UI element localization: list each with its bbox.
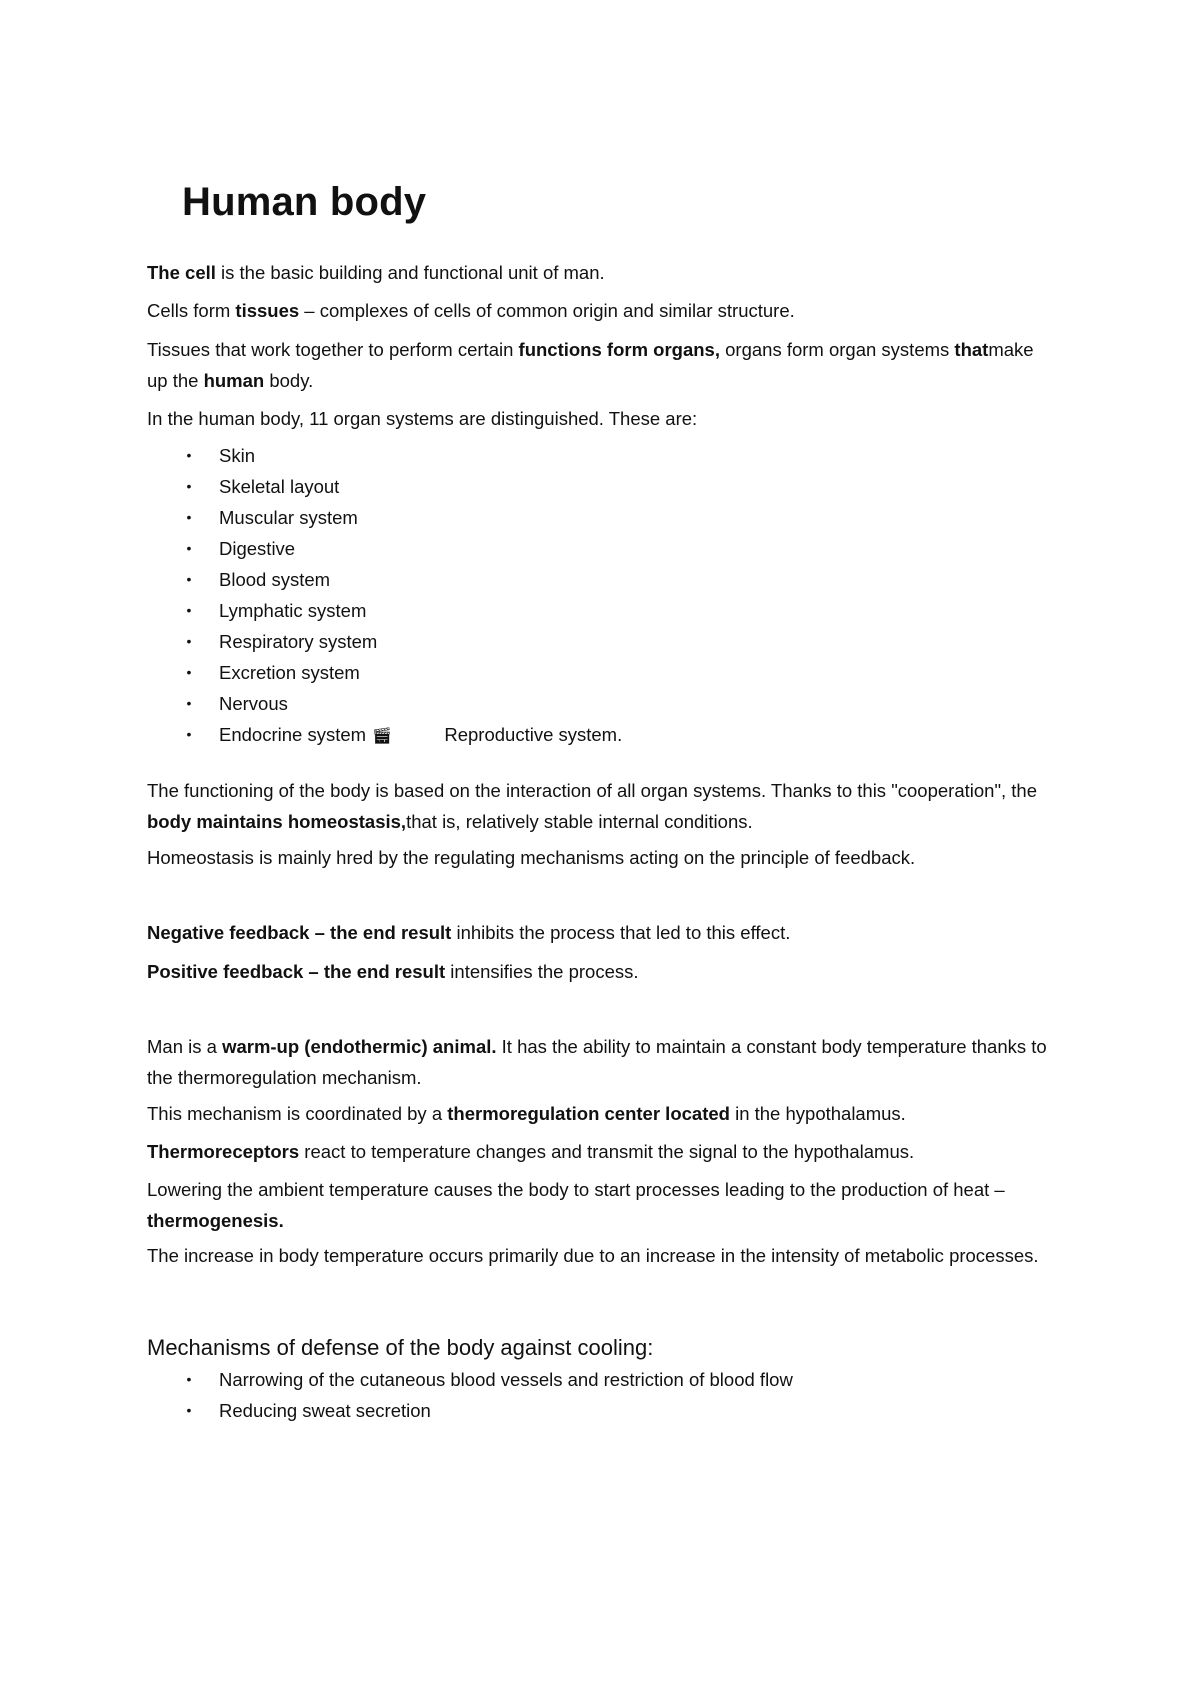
bold-text: body maintains homeostasis, bbox=[147, 811, 407, 832]
text: body. bbox=[264, 370, 314, 391]
text: in the hypothalamus. bbox=[729, 1103, 906, 1124]
paragraph-feedback-intro bbox=[147, 842, 1067, 873]
paragraph-homeostasis bbox=[147, 775, 1047, 837]
paragraph-thermogenesis bbox=[147, 1174, 1047, 1236]
text: The functioning of the body is based on the interaction of all organ systems. Thanks to this "cooperation", the bbox=[147, 780, 1038, 801]
list-item bbox=[147, 502, 622, 533]
bullet-icon: • bbox=[186, 509, 192, 525]
list-item-text: Excretion system bbox=[219, 662, 360, 683]
bold-text: The cell bbox=[147, 262, 216, 283]
defense-list bbox=[147, 1364, 793, 1426]
text: It has the ability to maintain a constant body temperature thanks to the thermoregulation mechanism. bbox=[147, 1036, 1047, 1088]
clapper-icon: 🎬︎ bbox=[372, 728, 393, 745]
list-item-text: Skin bbox=[219, 445, 255, 466]
text: Man is a bbox=[147, 1036, 223, 1057]
paragraph-organ-systems-intro bbox=[147, 403, 1067, 434]
list-item bbox=[147, 1395, 793, 1426]
list-item-text: Muscular system bbox=[219, 507, 358, 528]
bullet-icon: • bbox=[186, 1402, 192, 1418]
bold-text: thermogenesis. bbox=[147, 1210, 284, 1231]
text: Homeostasis is mainly hred by the regulating mechanisms acting on the principle of feedback. bbox=[147, 847, 916, 868]
list-item bbox=[147, 626, 622, 657]
list-item bbox=[147, 440, 622, 471]
list-item bbox=[147, 688, 622, 719]
bold-text: thermoregulation center located bbox=[447, 1103, 730, 1124]
text: Tissues that work together to perform certain bbox=[147, 339, 519, 360]
list-item bbox=[147, 564, 622, 595]
text: The increase in body temperature occurs primarily due to an increase in the intensity of metabolic processes. bbox=[147, 1245, 1039, 1266]
list-item-text: Nervous bbox=[219, 693, 288, 714]
bullet-icon: • bbox=[186, 1371, 192, 1387]
list-item bbox=[147, 657, 622, 688]
list-item bbox=[147, 471, 622, 502]
list-item-text: Blood system bbox=[219, 569, 331, 590]
text: – complexes of cells of common origin and similar structure. bbox=[299, 300, 795, 321]
bullet-icon: • bbox=[186, 602, 192, 618]
list-item-text: Endocrine system bbox=[219, 724, 367, 745]
text: inhibits the process that led to this effect. bbox=[451, 922, 791, 943]
bold-text: human bbox=[203, 370, 265, 391]
list-item-text: Respiratory system bbox=[219, 631, 378, 652]
text: react to temperature changes and transmit the signal to the hypothalamus. bbox=[299, 1141, 915, 1162]
paragraph-endothermic bbox=[147, 1031, 1067, 1093]
list-item-text: Narrowing of the cutaneous blood vessels and restriction of blood flow bbox=[219, 1369, 793, 1390]
bold-text: Negative feedback – the end result bbox=[147, 922, 452, 943]
bullet-icon: • bbox=[186, 664, 192, 680]
text: This mechanism is coordinated by a bbox=[147, 1103, 448, 1124]
paragraph-thermoreceptors bbox=[147, 1136, 1067, 1167]
section-heading: Mechanisms of defense of the body against cooling: bbox=[147, 1335, 654, 1360]
bullet-icon: • bbox=[186, 695, 192, 711]
organ-systems-list bbox=[147, 440, 622, 750]
list-item-text: Lymphatic system bbox=[219, 600, 367, 621]
bold-text: functions form organs, bbox=[518, 339, 720, 360]
bold-text: Positive feedback – the end result bbox=[147, 961, 446, 982]
text: Lowering the ambient temperature causes the body to start processes leading to the production of heat – bbox=[147, 1179, 1005, 1200]
list-item-text: Digestive bbox=[219, 538, 296, 559]
paragraph-thermoregulation-center bbox=[147, 1098, 1067, 1129]
bullet-icon: • bbox=[186, 571, 192, 587]
document-title: Human body bbox=[182, 180, 427, 224]
bullet-icon: • bbox=[186, 447, 192, 463]
paragraph-metabolic bbox=[147, 1240, 1047, 1271]
bullet-icon: • bbox=[186, 633, 192, 649]
text: intensifies the process. bbox=[445, 961, 639, 982]
text: that is, relatively stable internal conditions. bbox=[406, 811, 753, 832]
text: In the human body, 11 organ systems are distinguished. These are: bbox=[147, 408, 698, 429]
list-item-text: Reducing sweat secretion bbox=[219, 1400, 431, 1421]
bullet-icon: • bbox=[186, 726, 192, 742]
bold-text: warm-up (endothermic) animal. bbox=[222, 1036, 497, 1057]
text: organs form organ systems bbox=[719, 339, 955, 360]
list-item bbox=[147, 719, 622, 750]
paragraph-cell bbox=[147, 257, 1067, 288]
bold-text: Thermoreceptors bbox=[147, 1141, 300, 1162]
bullet-icon: • bbox=[186, 540, 192, 556]
text: is the basic building and functional unit of man. bbox=[215, 262, 605, 283]
list-item bbox=[147, 533, 622, 564]
paragraph-positive-feedback bbox=[147, 956, 1067, 987]
list-item-text: Skeletal layout bbox=[219, 476, 340, 497]
paragraph-organs bbox=[147, 334, 1047, 396]
paragraph-tissues bbox=[147, 295, 1067, 326]
paragraph-negative-feedback bbox=[147, 917, 1067, 948]
bullet-icon: • bbox=[186, 478, 192, 494]
text: Cells form bbox=[147, 300, 236, 321]
bold-text: tissues bbox=[235, 300, 300, 321]
list-item bbox=[147, 595, 622, 626]
bold-text: that bbox=[954, 339, 989, 360]
list-item-text: Reproductive system. bbox=[444, 724, 623, 745]
list-item bbox=[147, 1364, 793, 1395]
text: make up the bbox=[147, 339, 1034, 391]
